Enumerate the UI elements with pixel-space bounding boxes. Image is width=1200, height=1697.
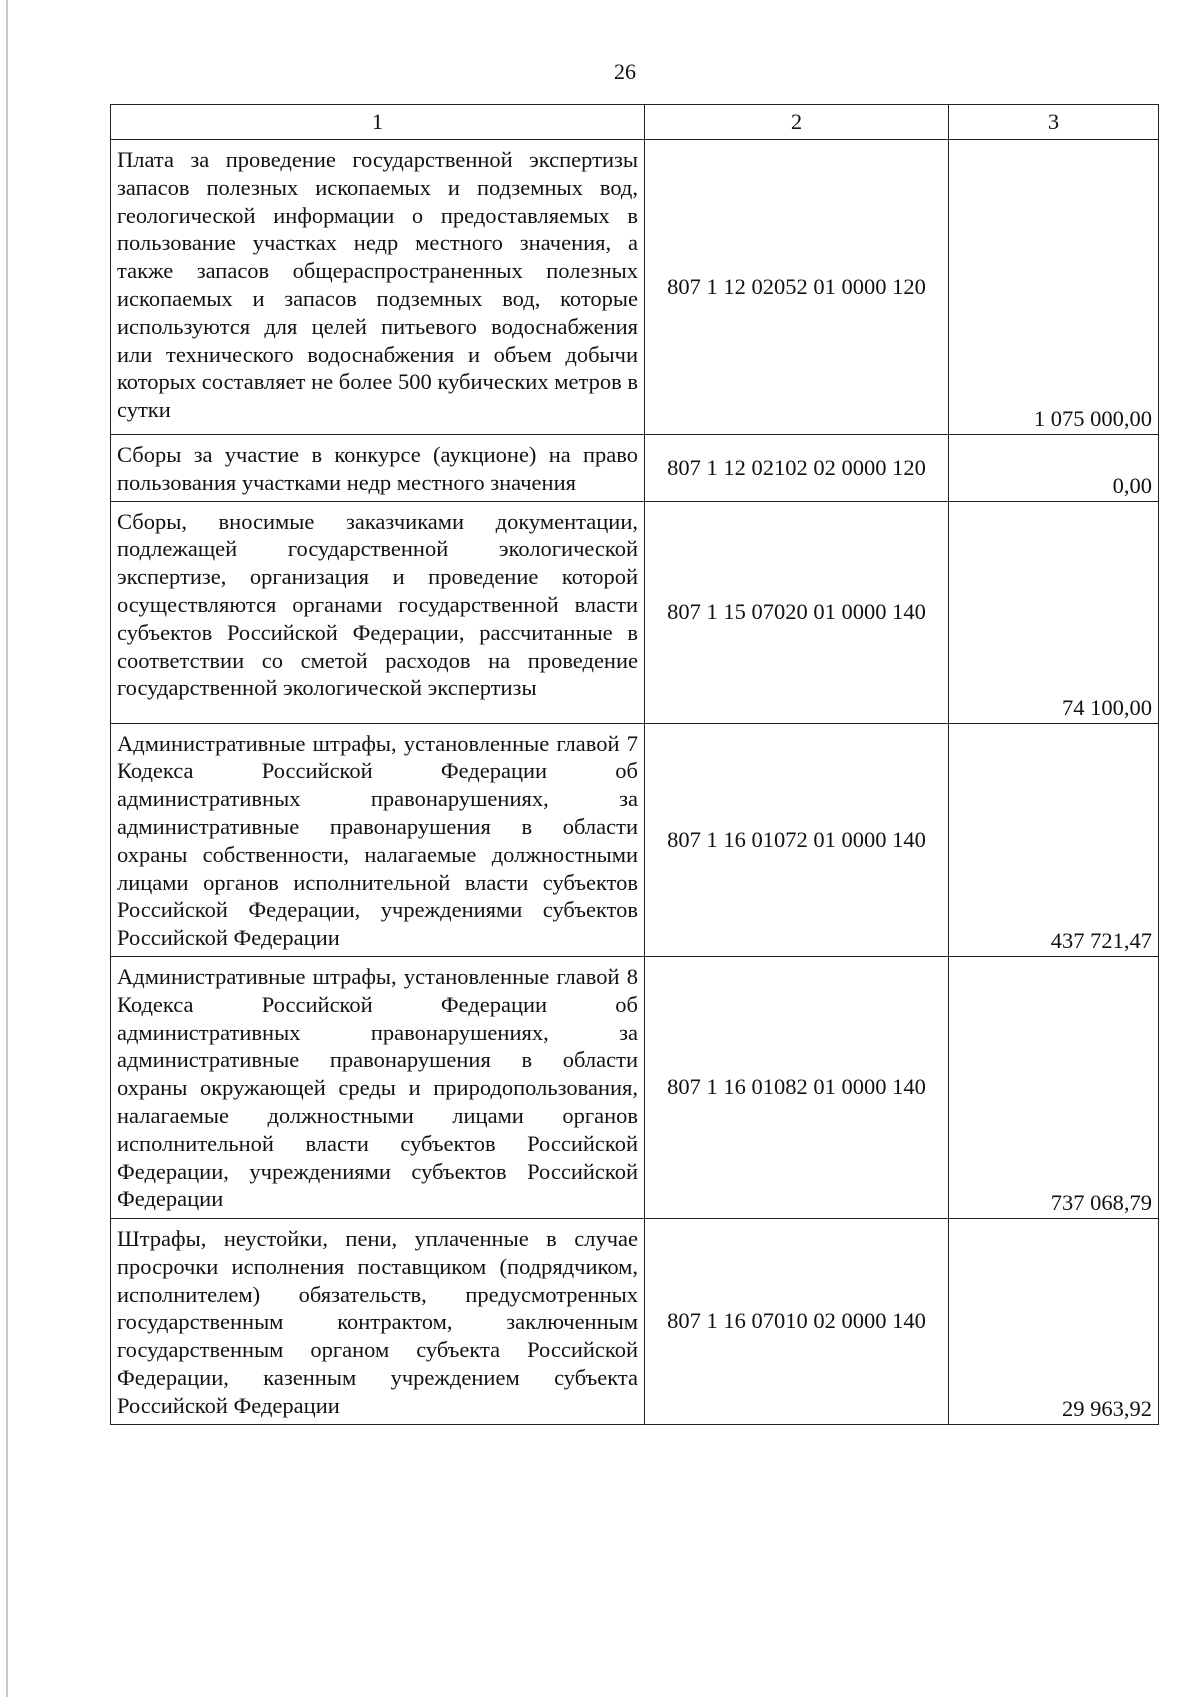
row-amount: 437 721,47: [949, 723, 1159, 956]
row-amount: 0,00: [949, 435, 1159, 502]
row-description: Административные штрафы, установленные главой 7 Кодекса Российской Федерации об административных правонарушениях, за административные правонарушения в области охраны собственности, налагаемые должностными лицами органов исполнительной власти субъектов Российской Федерации, учреждениями субъектов Российской Федерации: [111, 723, 645, 956]
row-description: Сборы за участие в конкурсе (аукционе) на право пользования участками недр местного значения: [111, 435, 645, 502]
row-description: Плата за проведение государственной экспертизы запасов полезных ископаемых и подземных вод, геологической информации о предоставляемых в пользование участках недр местного значения, а также запасов общераспространенных полезных ископаемых и запасов подземных вод, которые используются для целей питьевого водоснабжения или технического водоснабжения и объем добычи которых составляет не более 500 кубических метров в сутки: [111, 140, 645, 435]
table-row: [111, 435, 1159, 502]
revenue-table: [110, 104, 1159, 1425]
row-amount: 74 100,00: [949, 501, 1159, 723]
row-description: Административные штрафы, установленные главой 8 Кодекса Российской Федерации об административных правонарушениях, за административные правонарушения в области охраны окружающей среды и природопользования, налагаемые должностными лицами органов исполнительной власти субъектов Российской Федерации, учреждениями субъектов Российской Федерации: [111, 956, 645, 1218]
row-code: 807 1 12 02102 02 0000 120: [645, 435, 949, 502]
row-amount: 1 075 000,00: [949, 140, 1159, 435]
page-number: 26: [614, 59, 636, 84]
column-header-1: 1: [111, 105, 645, 140]
row-code: 807 1 16 07010 02 0000 140: [645, 1218, 949, 1424]
row-code: 807 1 16 01082 01 0000 140: [645, 956, 949, 1218]
table-row: [111, 140, 1159, 435]
row-code: 807 1 16 01072 01 0000 140: [645, 723, 949, 956]
table-row: [111, 723, 1159, 956]
column-header-3: 3: [949, 105, 1159, 140]
row-amount: 29 963,92: [949, 1218, 1159, 1424]
column-header-2: 2: [645, 105, 949, 140]
row-description: Штрафы, неустойки, пени, уплаченные в случае просрочки исполнения поставщиком (подрядчиком, исполнителем) обязательств, предусмотренных государственным контрактом, заключенным государственным органом субъекта Российской Федерации, казенным учреждением субъекта Российской Федерации: [111, 1218, 645, 1424]
scan-edge-line: [6, 0, 8, 1697]
table-row: [111, 501, 1159, 723]
table-row: [111, 1218, 1159, 1424]
row-code: 807 1 12 02052 01 0000 120: [645, 140, 949, 435]
row-description: Сборы, вносимые заказчиками документации, подлежащей государственной экологической экспертизе, организация и проведение которой осуществляются органами государственной власти субъектов Российской Федерации, рассчитанные в соответствии со сметой расходов на проведение государственной экологической экспертизы: [111, 501, 645, 723]
table-row: [111, 956, 1159, 1218]
row-code: 807 1 15 07020 01 0000 140: [645, 501, 949, 723]
table-header-row: [111, 105, 1159, 140]
row-amount: 737 068,79: [949, 956, 1159, 1218]
